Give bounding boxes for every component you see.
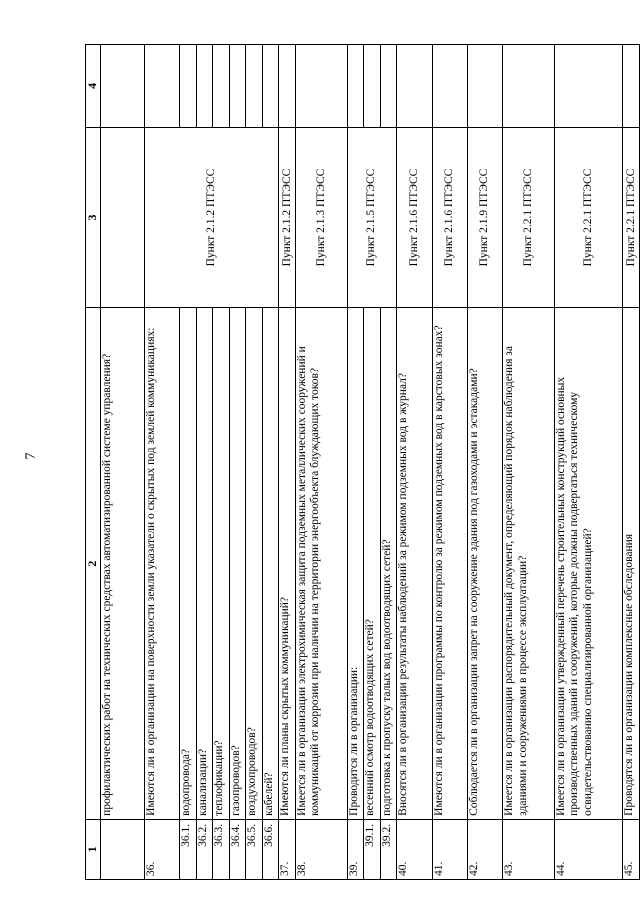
row-reference: Пункт 2.2.1 ПТЭСС [503, 127, 555, 308]
row-text: профилактических работ на технических средствах автоматизированной системе управления? [100, 308, 144, 820]
row-text: кабелей? [262, 308, 279, 820]
row-reference: Пункт 2.1.3 ПТЭСС [295, 127, 347, 308]
row-note [623, 45, 640, 128]
row-text: Имеются ли в организации на поверхности земли указатели о скрытых под землей коммуникациях: [145, 308, 180, 820]
row-number: 36.1. [180, 819, 197, 879]
table-row [347, 45, 364, 880]
row-text: Имеется ли в организации утвержденный перечень строительных конструкций основных производственных зданий и сооружений, которые должны подвергаться техническому освидетельствованию специализированной организацией? [555, 308, 623, 820]
row-text: Соблюдается ли в организации запрет на сооружение здания под газоходами и эстакадами? [467, 308, 502, 820]
row-reference: Пункт 2.1.6 ПТЭСС [432, 127, 467, 308]
row-number: 40. [397, 819, 432, 879]
checklist-rotated-container [85, 44, 640, 880]
row-text: Проводится ли в организации: [347, 308, 364, 820]
row-note [347, 45, 364, 128]
row-note [246, 45, 263, 128]
table-row [467, 45, 502, 880]
row-note [555, 45, 623, 128]
row-number: 36. [145, 819, 180, 879]
row-number: 45. [623, 819, 640, 879]
row-note [196, 45, 213, 128]
row-number [100, 819, 144, 879]
table-row [555, 45, 623, 880]
row-text: воздухопроводов? [246, 308, 263, 820]
row-text: теплофикации? [213, 308, 230, 820]
row-text: водопровода? [180, 308, 197, 820]
row-note [213, 45, 230, 128]
row-reference: Пункт 2.1.6 ПТЭСС [397, 127, 432, 308]
row-text: канализации? [196, 308, 213, 820]
header-col-3: 3 [86, 127, 101, 308]
table-row [279, 45, 296, 880]
row-number: 43. [503, 819, 555, 879]
row-number: 39. [347, 819, 364, 879]
row-reference: Пункт 2.1.2 ПТЭСС [145, 127, 279, 308]
header-col-2: 2 [86, 308, 101, 820]
row-note [279, 45, 296, 128]
row-note [503, 45, 555, 128]
table-row [145, 45, 180, 880]
row-note [295, 45, 347, 128]
row-reference: Пункт 2.1.9 ПТЭСС [467, 127, 502, 308]
row-reference: Пункт 2.1.2 ПТЭСС [279, 127, 296, 308]
row-text: Вносятся ли в организации результаты наблюдений за режимом подземных вод в журнал? [397, 308, 432, 820]
checklist-table [85, 44, 640, 880]
row-number: 39.1. [364, 819, 381, 879]
row-text: Имеются ли планы скрытых коммуникаций? [279, 308, 296, 820]
header-col-1: 1 [86, 819, 101, 879]
row-text: Имеются ли в организации программы по контролю за режимом подземных вод в карстовых зонах? [432, 308, 467, 820]
row-number: 42. [467, 819, 502, 879]
table-row [503, 45, 555, 880]
row-number: 38. [295, 819, 347, 879]
table-row [397, 45, 432, 880]
table-row [100, 45, 144, 880]
row-reference: Пункт 2.2.1 ПТЭСС [555, 127, 623, 308]
table-row [432, 45, 467, 880]
row-number: 36.3. [213, 819, 230, 879]
row-number: 41. [432, 819, 467, 879]
row-number: 39.2. [380, 819, 397, 879]
row-note [145, 45, 180, 128]
row-number: 36.2. [196, 819, 213, 879]
row-note [262, 45, 279, 128]
table-row [295, 45, 347, 880]
row-text: подготовка к пропуску талых вод водоотводящих сетей? [380, 308, 397, 820]
row-number: 36.4. [229, 819, 246, 879]
table-row [623, 45, 640, 880]
row-text: Имеется ли в организации электрохимическая защита подземных металлических сооружений и коммуникаций от коррозии при наличии на территории энергообъекта блуждающих токов? [295, 308, 347, 820]
row-note [180, 45, 197, 128]
row-reference [100, 127, 144, 308]
row-number: 36.5. [246, 819, 263, 879]
row-note [467, 45, 502, 128]
row-note [432, 45, 467, 128]
row-note [397, 45, 432, 128]
row-reference: Пункт 2.2.1 ПТЭСС [623, 127, 640, 308]
row-reference: Пункт 2.1.5 ПТЭСС [347, 127, 397, 308]
page-number: 7 [23, 452, 39, 460]
header-col-4: 4 [86, 45, 101, 128]
row-text: газопроводов? [229, 308, 246, 820]
row-text: Имеется ли в организации распорядительный документ, определяющий порядок наблюдения за зданиями и сооружениями в процессе эксплуатации? [503, 308, 555, 820]
row-note [229, 45, 246, 128]
row-note [380, 45, 397, 128]
row-number: 36.6. [262, 819, 279, 879]
row-number: 44. [555, 819, 623, 879]
row-text: весенний осмотр водоотводящих сетей? [364, 308, 381, 820]
row-text: Проводятся ли в организации комплексные обследования [623, 308, 640, 820]
row-number: 37. [279, 819, 296, 879]
row-note [100, 45, 144, 128]
row-note [364, 45, 381, 128]
